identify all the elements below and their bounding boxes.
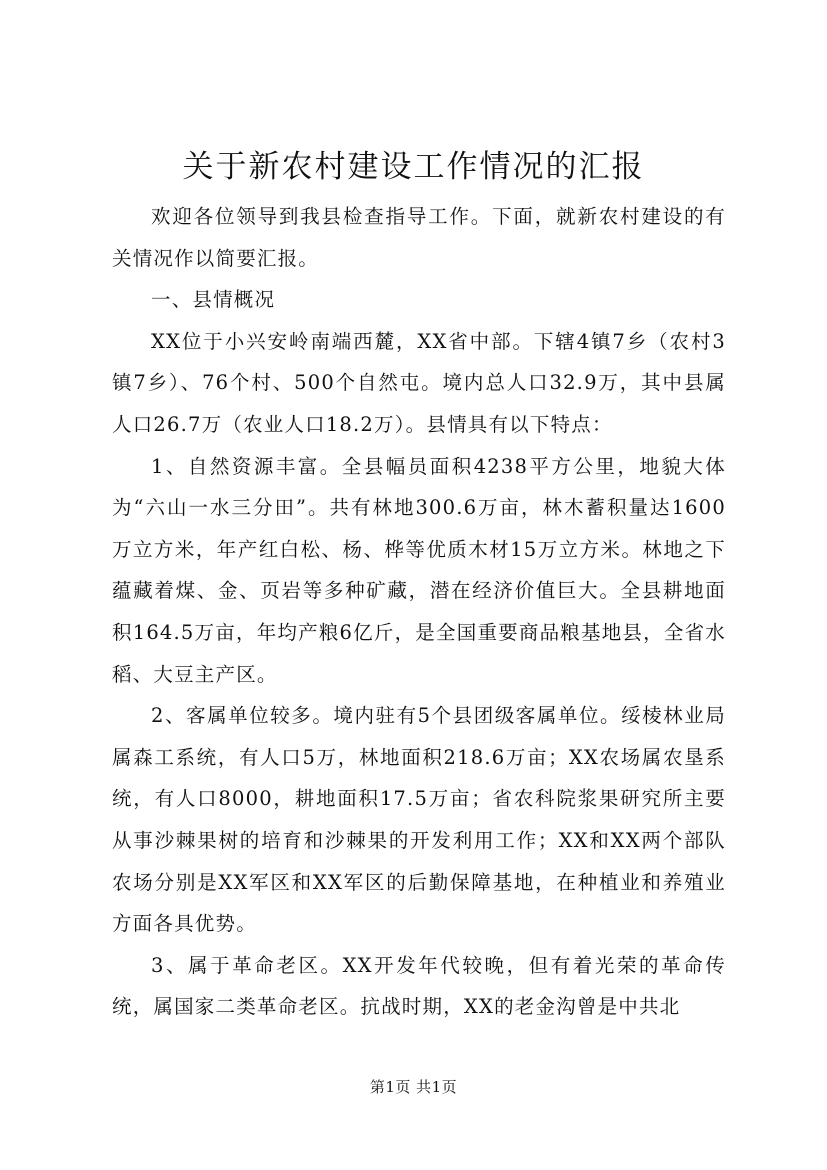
paragraph-point-1: 1、自然资源丰富。全县幅员面积4238平方公里，地貌大体为“六山一水三分田”。共有林地300.6万亩，林木蓄积量达1600万立方米，年产红白松、杨、桦等优质木材15万立方米。林地之下蕴藏着煤、金、页岩等多种矿藏，潜在经济价值巨大。全县耕地面积164.5万亩，年均产粮6亿斤，是全国重要商品粮基地县，全省水稻、大豆主产区。 <box>112 454 726 686</box>
paragraph-point-2: 2、客属单位较多。境内驻有5个县团级客属单位。绥棱林业局属森工系统，有人口5万，林地面积218.6万亩；XX农场属农垦系统，有人口8000，耕地面积17.5万亩；省农科院浆果研究所主要从事沙棘果树的培育和沙棘果的开发利用工作；XX和XX两个部队农场分别是XX军区和XX军区的后勤保障基地，在种植业和养殖业方面各具优势。 <box>112 704 726 936</box>
page-footer: 第1页 共1页 <box>369 1078 458 1096</box>
paragraph-intro: 欢迎各位领导到我县检查指导工作。下面，就新农村建设的有关情况作以简要汇报。 <box>112 205 726 270</box>
section-heading: 一、县情概况 <box>151 288 276 312</box>
paragraph-point-3: 3、属于革命老区。XX开发年代较晚，但有着光荣的革命传统，属国家二类革命老区。抗战时期，XX的老金沟曾是中共北 <box>112 953 726 1019</box>
document-body <box>112 196 726 1028</box>
document-title: 关于新农村建设工作情况的汇报 <box>182 149 645 185</box>
paragraph-overview: XX位于小兴安岭南端西麓，XX省中部。下辖4镇7乡（农村3镇7乡）、76个村、500个自然屯。境内总人口32.9万，其中县属人口26.7万（农业人口18.2万）。县情具有以下特点： <box>112 329 726 436</box>
